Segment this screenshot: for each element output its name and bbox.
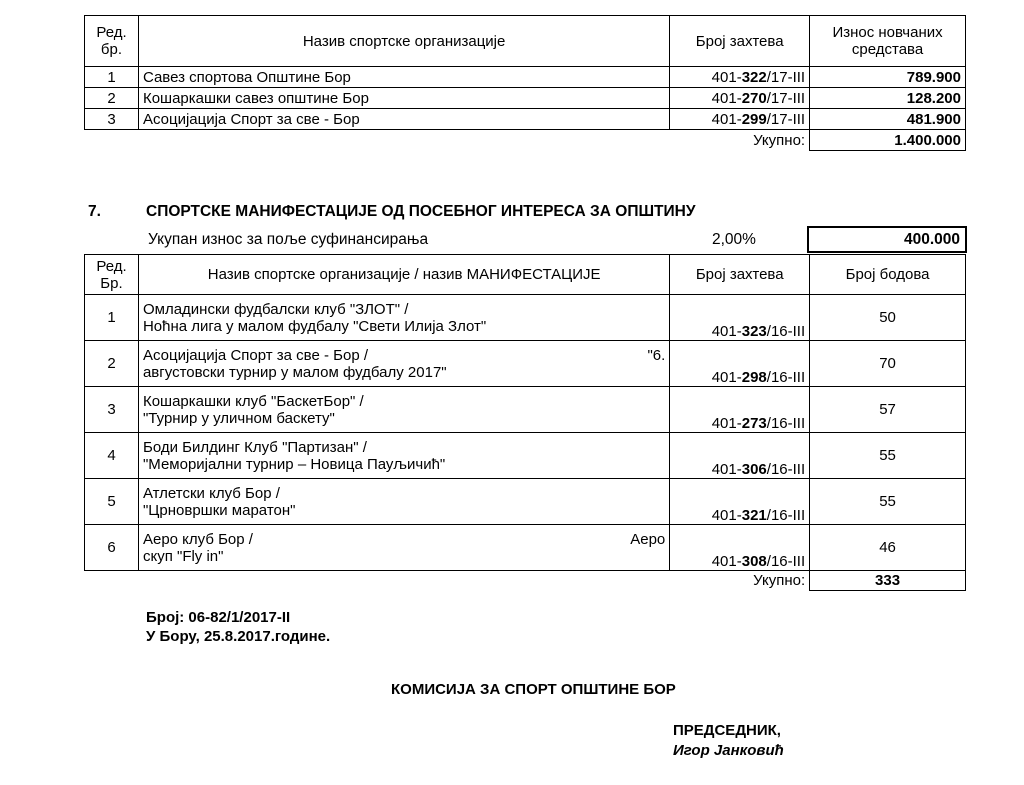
table-header-row bbox=[85, 16, 966, 67]
points: 50 bbox=[810, 295, 966, 341]
total-row bbox=[85, 571, 966, 591]
header-num: Ред. Бр. bbox=[85, 255, 139, 295]
points: 55 bbox=[810, 433, 966, 479]
table-header-row bbox=[85, 255, 966, 295]
points: 46 bbox=[810, 525, 966, 571]
request-number: 401-322/17-III bbox=[670, 67, 810, 88]
points: 70 bbox=[810, 341, 966, 387]
amount: 128.200 bbox=[810, 88, 966, 109]
request-number: 401-308/16-III bbox=[670, 525, 810, 571]
table-row: 1 Савез спортова Општине Бор 401-322/17-III 789.900 bbox=[85, 67, 966, 88]
table-row: 2 Кошаркашки савез општине Бор 401-270/17-III 128.200 bbox=[85, 88, 966, 109]
manifestations-table bbox=[84, 254, 966, 591]
table-row: 1 Омладински фудбалски клуб "ЗЛОТ" / Ноћна лига у малом фудбалу "Свети Илија Злот" 401-323/16-III 50 bbox=[85, 295, 966, 341]
header-request: Број захтева bbox=[670, 255, 810, 295]
document-number: Број: 06-82/1/2017-II bbox=[146, 609, 291, 626]
president-name: Игор Јанковић bbox=[673, 742, 784, 759]
table-row: 3 Кошаркашки клуб "БаскетБор" / "Турнир у уличном баскету" 401-273/16-III 57 bbox=[85, 387, 966, 433]
header-request: Број захтева bbox=[670, 16, 810, 67]
place-date: У Бору, 25.8.2017.године. bbox=[146, 628, 331, 645]
points: 57 bbox=[810, 387, 966, 433]
cofinancing-amount-box: 400.000 bbox=[807, 226, 967, 253]
section-title: СПОРТСКЕ МАНИФЕСТАЦИЈЕ ОД ПОСЕБНОГ ИНТЕРЕСА ЗА ОПШТИНУ bbox=[146, 203, 696, 220]
total-label: Укупно: bbox=[670, 571, 810, 591]
request-number: 401-323/16-III bbox=[670, 295, 810, 341]
president-title: ПРЕДСЕДНИК, bbox=[673, 722, 781, 739]
header-num: Ред. бр. bbox=[85, 16, 139, 67]
cofinancing-label: Укупан износ за поље суфинансирања bbox=[148, 231, 429, 248]
section-number: 7. bbox=[88, 203, 101, 220]
points: 55 bbox=[810, 479, 966, 525]
header-amount: Износ новчаних средстава bbox=[810, 16, 966, 67]
request-number: 401-273/16-III bbox=[670, 387, 810, 433]
amount: 789.900 bbox=[810, 67, 966, 88]
header-name: Назив спортске организације / назив МАНИФЕСТАЦИЈЕ bbox=[138, 255, 669, 295]
table-row: 5 Атлетски клуб Бор / "Црновршки маратон" 401-321/16-III 55 bbox=[85, 479, 966, 525]
request-number: 401-306/16-III bbox=[670, 433, 810, 479]
request-number: 401-298/16-III bbox=[670, 341, 810, 387]
total-row bbox=[85, 130, 966, 151]
request-number: 401-299/17-III bbox=[670, 109, 810, 130]
table-row: 4 Боди Билдинг Клуб "Партизан" / "Меморијални турнир – Новица Пауљичић" 401-306/16-III 55 bbox=[85, 433, 966, 479]
total-label: Укупно: bbox=[670, 130, 810, 151]
request-number: 401-321/16-III bbox=[670, 479, 810, 525]
amount: 481.900 bbox=[810, 109, 966, 130]
total-value: 1.400.000 bbox=[810, 130, 966, 151]
request-number: 401-270/17-III bbox=[670, 88, 810, 109]
table-row: 6 Аеро клуб Бор / Аеро скуп "Fly in" 401-308/16-III 46 bbox=[85, 525, 966, 571]
funding-table bbox=[84, 15, 966, 151]
table-row: 3 Асоцијација Спорт за све - Бор 401-299/17-III 481.900 bbox=[85, 109, 966, 130]
table-row: 2 Асоцијација Спорт за све - Бор / "6. августовски турнир у малом фудбалу 2017" 401-298/16-III 70 bbox=[85, 341, 966, 387]
commission-name: КОМИСИЈА ЗА СПОРТ ОПШТИНЕ БОР bbox=[391, 681, 676, 698]
header-points: Број бодова bbox=[810, 255, 966, 295]
total-value: 333 bbox=[810, 571, 966, 591]
cofinancing-percent: 2,00% bbox=[712, 231, 756, 248]
header-name: Назив спортске организације bbox=[138, 16, 669, 67]
